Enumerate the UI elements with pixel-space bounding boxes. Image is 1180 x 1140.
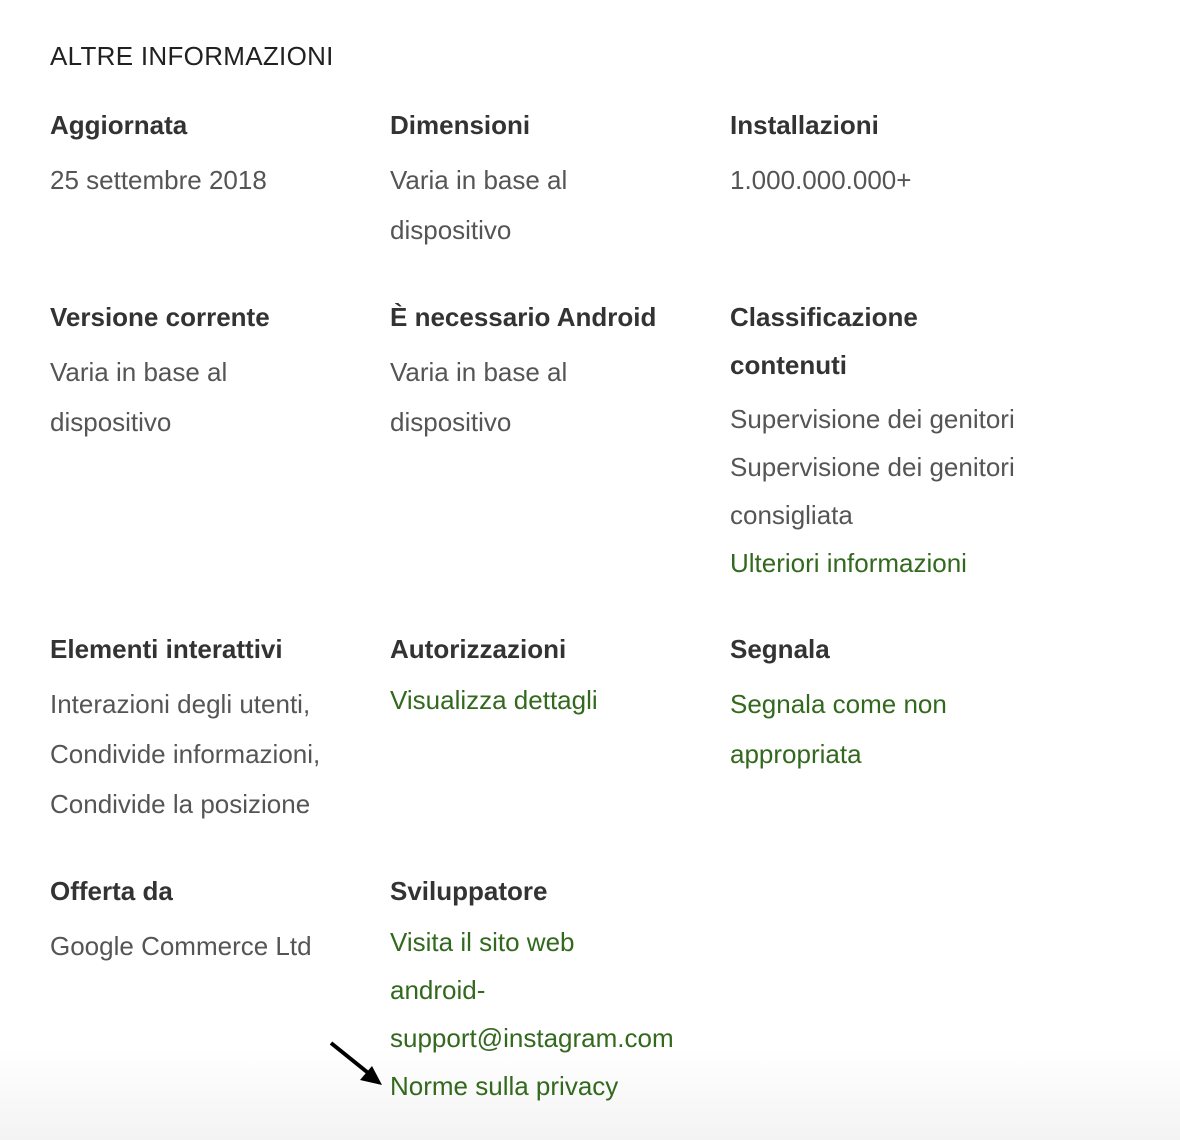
value: consigliata — [730, 500, 853, 530]
email-link[interactable]: support@instagram.com — [390, 1023, 674, 1053]
label: Elementi interattivi — [50, 634, 283, 664]
info-permissions — [390, 625, 720, 725]
info-installs — [730, 101, 1060, 205]
label: Installazioni — [730, 110, 879, 140]
report-link[interactable] — [730, 679, 1060, 779]
label: Aggiornata — [50, 110, 188, 140]
view-details-link[interactable]: Visualizza dettagli — [390, 685, 598, 715]
email-link[interactable]: android- — [390, 975, 486, 1005]
label: Offerta da — [50, 876, 173, 906]
value: Interazioni degli utenti, — [50, 689, 311, 719]
label: Segnala — [730, 634, 830, 664]
value: 25 settembre 2018 — [50, 165, 267, 195]
label: Classificazione — [730, 302, 918, 332]
label: Dimensioni — [390, 110, 531, 140]
value: dispositivo — [50, 407, 172, 437]
value: Varia in base al — [390, 357, 568, 387]
value: Condivide informazioni, — [50, 739, 321, 769]
report-link-line[interactable]: appropriata — [730, 739, 862, 769]
website-link[interactable]: Visita il sito web — [390, 927, 575, 957]
info-interactive — [50, 625, 380, 829]
label: contenuti — [730, 350, 847, 380]
info-offered-by — [50, 867, 380, 971]
value: Condivide la posizione — [50, 789, 311, 819]
value: Supervisione dei genitori — [730, 404, 1015, 434]
value: dispositivo — [390, 407, 512, 437]
info-android — [390, 293, 720, 447]
info-developer — [390, 867, 750, 1110]
arrow-annotation-icon — [326, 1038, 386, 1090]
value: Varia in base al — [50, 357, 228, 387]
section-title: ALTRE INFORMAZIONI — [50, 41, 334, 71]
label: Autorizzazioni — [390, 634, 567, 664]
value: Supervisione dei genitori — [730, 452, 1015, 482]
info-updated — [50, 101, 380, 205]
value: Google Commerce Ltd — [50, 931, 312, 961]
more-info-link[interactable]: Ulteriori informazioni — [730, 548, 967, 578]
privacy-policy-link[interactable]: Norme sulla privacy — [390, 1071, 619, 1101]
label: È necessario Android — [390, 302, 657, 332]
label: Sviluppatore — [390, 876, 548, 906]
report-link-line[interactable]: Segnala come non — [730, 689, 947, 719]
value: Varia in base al — [390, 165, 568, 195]
value: 1.000.000.000+ — [730, 165, 912, 195]
info-version — [50, 293, 380, 447]
info-report — [730, 625, 1060, 779]
value: dispositivo — [390, 215, 512, 245]
label: Versione corrente — [50, 302, 270, 332]
info-content-rating — [730, 293, 1060, 587]
info-size — [390, 101, 720, 255]
